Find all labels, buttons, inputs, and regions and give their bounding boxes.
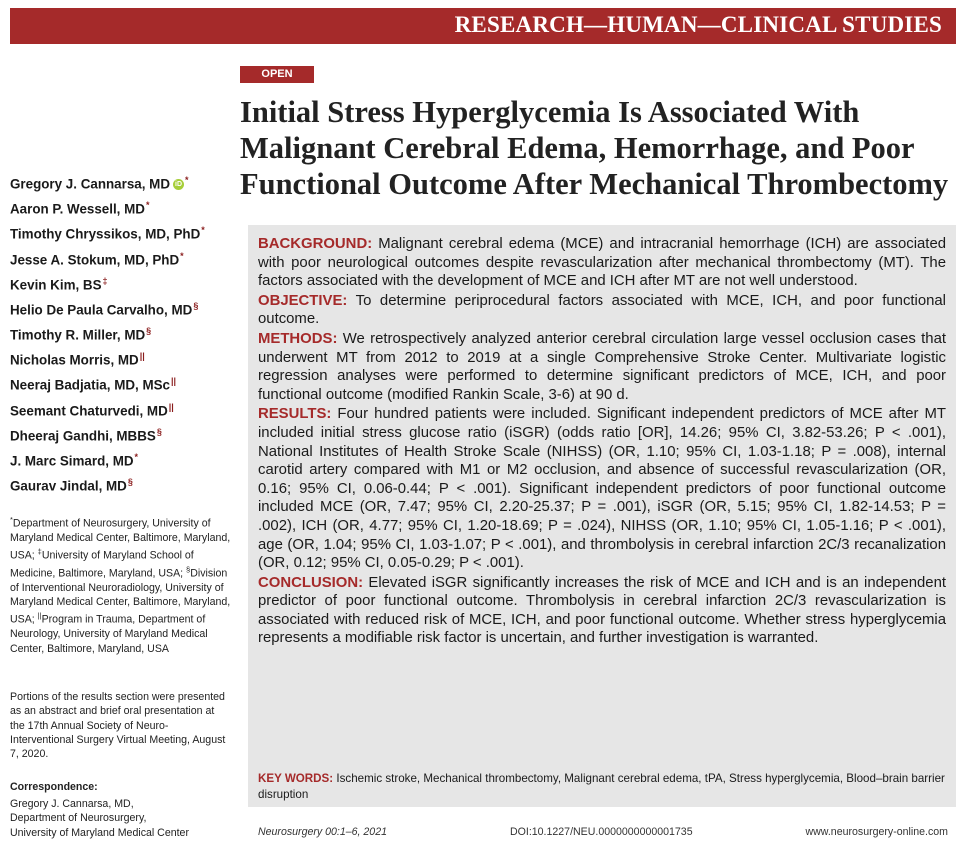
author-name: Jesse A. Stokum, MD, PhD	[10, 251, 180, 267]
affiliation-text: Program in Trauma, Department of Neurology, University of Maryland Medical Center, Baltimore, Maryland, USA	[10, 613, 208, 655]
author-name: Gregory J. Cannarsa, MD	[10, 176, 170, 192]
affiliation-mark: *	[145, 200, 150, 211]
abstract-heading: CONCLUSION:	[258, 574, 364, 591]
author[interactable]	[10, 447, 240, 472]
title-line: Malignant Cerebral Edema, Hemorrhage, and Poor	[240, 131, 915, 165]
keywords	[258, 771, 946, 803]
affiliation-mark: §	[146, 326, 152, 337]
section-header-bar	[10, 8, 956, 44]
abstract-text: To determine periprocedural factors associated with MCE, ICH, and poor functional outcome.	[258, 292, 946, 328]
affiliation-mark: §	[193, 300, 199, 311]
affiliation-mark: §	[156, 426, 162, 437]
title-line: Functional Outcome After Mechanical Thrombectomy	[240, 167, 949, 201]
doi-link[interactable]: DOI:10.1227/NEU.0000000000001735	[510, 826, 693, 838]
abstract-section-objective	[258, 292, 946, 329]
abstract-section-background	[258, 235, 946, 291]
affiliation-mark: *	[180, 250, 184, 261]
author-name: Timothy Chryssikos, MD, PhD	[10, 226, 201, 242]
affiliation-mark: ‡	[37, 547, 42, 557]
author[interactable]	[10, 271, 240, 296]
affiliation-mark: ‡	[102, 275, 108, 286]
correspondence-line: Gregory J. Cannarsa, MD,	[10, 798, 134, 810]
author-name: Aaron P. Wessell, MD	[10, 201, 145, 217]
author[interactable]	[10, 220, 240, 245]
author-name: Dheeraj Gandhi, MBBS	[10, 428, 156, 444]
website-link[interactable]: www.neurosurgery-online.com	[805, 826, 948, 838]
presentation-note: Portions of the results section were presented as an abstract and brief oral presentation at the 17th Annual Society of Neuro-Interventional Surgery Virtual Meeting, August 7, 2020.	[10, 691, 226, 761]
affiliation-mark: ||	[37, 611, 42, 621]
affiliation-mark: ||	[171, 376, 177, 387]
orcid-icon[interactable]: iD	[175, 181, 182, 189]
journal-citation: Neurosurgery 00:1–6, 2021	[258, 826, 387, 838]
article-title	[240, 94, 956, 202]
author-name: J. Marc Simard, MD	[10, 453, 134, 469]
author-list	[10, 170, 240, 497]
author[interactable]	[10, 296, 240, 321]
affiliation-mark: *	[10, 515, 13, 524]
author[interactable]	[10, 246, 240, 271]
abstract-text: Four hundred patients were included. Significant independent predictors of MCE after MT included initial stress glucose ratio (iSGR) (odds ratio [OR], 14.26; 95% CI, 3.82-53.26; P < .001), National Institutes of Health Stroke Scale (NIHSS) (OR, 1.10; 95% CI, 1.03-1.18; P = .008), internal carotid artery compared with M1 or M2 occlusion, and absence of successful revascularization (OR, 0.16; 95% CI, 0.06-0.44; P < .001). Significant independent predictors of poor functional outcome included MCE (OR, 7.47; 95% CI, 2.20-25.37; P = .001), iSGR (OR, 5.15; 95% CI, 1.82-14.53; P = .002), ICH (OR, 4.77; 95% CI, 1.20-18.69; P = .024), NIHSS (OR, 1.10; 95% CI, 1.05-1.16; P < .001), age (OR, 1.04; 95% CI, 1.03-1.07; P < .001), and thrombolysis in cerebral infarction 2C/3 recanalization (OR, 0.12; 95% CI, 0.05-0.29; P < .001).	[258, 406, 947, 572]
affiliation-mark: §	[127, 477, 133, 488]
affiliation-mark: *	[201, 225, 205, 236]
affiliation-text: University of Maryland School of Medicine, Baltimore, Maryland, USA;	[10, 549, 194, 580]
correspondence-heading: Correspondence:	[10, 781, 98, 793]
abstract-heading: METHODS:	[258, 330, 338, 347]
correspondence-line: University of Maryland Medical Center	[10, 826, 189, 839]
author-name: Timothy R. Miller, MD	[10, 327, 146, 343]
abstract-heading: BACKGROUND:	[258, 236, 373, 252]
author-name: Seemant Chaturvedi, MD	[10, 403, 168, 419]
abstract-section-results	[258, 405, 946, 572]
author-name: Nicholas Morris, MD	[10, 352, 139, 368]
author[interactable]	[10, 422, 240, 447]
author-name: Kevin Kim, BS	[10, 277, 102, 293]
keywords-heading: KEY WORDS:	[258, 772, 334, 785]
author[interactable]	[10, 397, 240, 422]
affiliation-mark: ||	[139, 351, 145, 362]
keywords-text: Ischemic stroke, Mechanical thrombectomy, Malignant cerebral edema, tPA, Stress hyperglycemia, Blood–brain barrier disruption	[258, 772, 945, 801]
author[interactable]	[10, 170, 240, 195]
affiliation-text: Department of Neurosurgery, University of Maryland Medical Center, Baltimore, Maryland, USA;	[10, 517, 231, 562]
correspondence-line: Department of Neurosurgery,	[10, 812, 147, 825]
author-name: Helio De Paula Carvalho, MD	[10, 302, 193, 318]
author[interactable]	[10, 195, 240, 220]
abstract-heading: RESULTS:	[258, 406, 332, 423]
abstract-section-conclusion	[258, 574, 946, 648]
author[interactable]	[10, 321, 240, 346]
abstract-text: Elevated iSGR significantly increases the risk of MCE and ICH and is an independent predictor of poor functional outcome. Thrombolysis in cerebral infarction 2C/3 revascularization is associated with reduced risk of MCE, ICH, and poor functional outcome. Whether stress hyperglycemia represents a modifiable risk factor is uncertain, and further investigation is warranted.	[258, 574, 947, 647]
correspondence-address	[10, 797, 232, 840]
page-footer	[258, 826, 948, 840]
affiliation-mark: §	[186, 564, 191, 574]
affiliations-note	[10, 513, 232, 656]
abstract	[258, 235, 946, 649]
affiliation-text: Division of Interventional Neuroradiology, University of Maryland Medical Center, Baltimore, Maryland, USA;	[10, 567, 231, 626]
author[interactable]	[10, 472, 240, 497]
affiliation-mark: *	[185, 175, 189, 185]
affiliation-mark: ||	[168, 401, 174, 412]
section-title: RESEARCH—HUMAN—CLINICAL STUDIES	[454, 12, 942, 37]
title-line: Initial Stress Hyperglycemia Is Associated With	[240, 95, 860, 129]
author[interactable]	[10, 346, 240, 371]
author-name: Gaurav Jindal, MD	[10, 478, 127, 494]
abstract-text: Malignant cerebral edema (MCE) and intracranial hemorrhage (ICH) are associated with poor neurological outcomes despite revascularization after mechanical thrombectomy (MT). The factors associated with the development of MCE and ICH after MT are not well understood.	[258, 236, 947, 290]
author-name: Neeraj Badjatia, MD, MSc	[10, 377, 170, 393]
open-access-badge: OPEN	[240, 66, 314, 83]
abstract-text: We retrospectively analyzed anterior cerebral circulation large vessel occlusion cases that underwent MT from 2012 to 2019 at a single Comprehensive Stroke Center. Multivariate logistic regression analyses were performed to determine significant predictors of MCE, ICH, and poor functional outcome (modified Rankin Scale, 3-6) at 90 d.	[258, 330, 947, 403]
abstract-heading: OBJECTIVE:	[258, 292, 348, 309]
author[interactable]	[10, 371, 240, 396]
abstract-section-methods	[258, 330, 946, 404]
affiliation-mark: *	[134, 451, 139, 462]
